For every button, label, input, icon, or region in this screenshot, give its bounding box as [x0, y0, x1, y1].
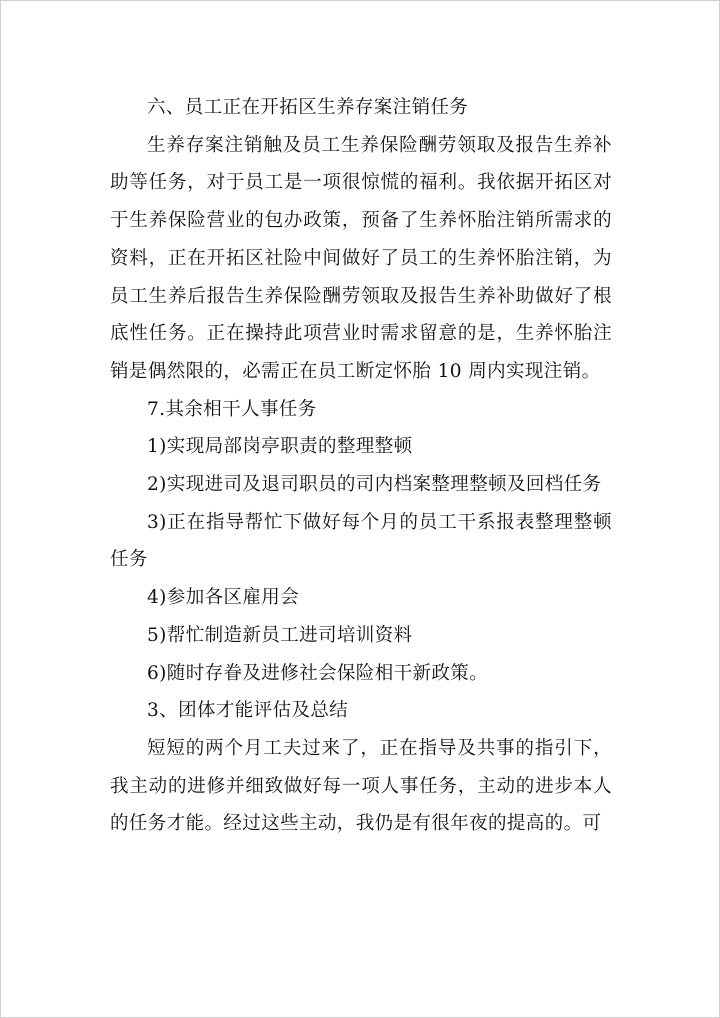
- list-item-3: 3)正在指导帮忙下做好每个月的员工干系报表整理整顿任务: [110, 511, 612, 571]
- list-item-6: 6)随时存眷及进修社会保险相干新政策。: [147, 662, 489, 684]
- list-item-4: 4)参加各区雇用会: [147, 587, 300, 609]
- section-heading-other-hr: 7.其余相干人事任务: [147, 398, 317, 420]
- list-item-5: 5)帮忙制造新员工进司培训资料: [147, 624, 413, 646]
- section-heading-self-assessment: 3、团体才能评估及总结: [147, 700, 349, 722]
- paragraph-maternity-registration: 生养存案注销触及员工生养保险酬劳领取及报告生养补助等任务，对于员工是一项很惊慌的福利。我依据开拓区对于生养保险营业的包办政策，预备了生养怀胎注销所需求的资料，正在开拓区社险中间做好了员工的生养怀胎注销，为员工生养后报告生养保险酬劳领取及报告生养补助做好了根底性任务。正在操持此项营业时需求留意的是，生养怀胎注销是偶然限的，必需正在员工断定怀胎 10 周内实现注销。: [110, 134, 612, 382]
- list-item-1: 1)实现局部岗亭职责的整理整顿: [147, 436, 413, 458]
- section-heading-maternity: 六、员工正在开拓区生养存案注销任务: [147, 97, 469, 118]
- list-item-2: 2)实现进司及退司职员的司内档案整理整顿及回档任务: [147, 474, 602, 496]
- paragraph-summary: 短短的两个月工夫过来了，正在指导及共事的指引下，我主动的进修并细致做好每一项人事任务，主动的进步本人的任务才能。经过这些主动，我仍是有很年夜的提高的。可: [110, 737, 612, 835]
- document-body: [110, 89, 612, 843]
